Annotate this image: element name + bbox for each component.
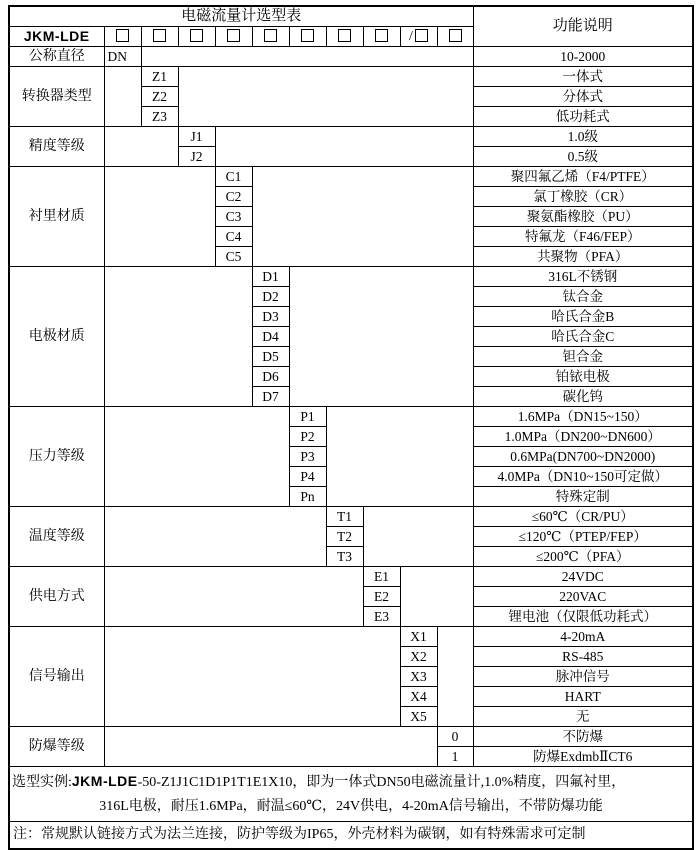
spacer-cell [104,727,437,767]
function-desc-cell: 碳化钨 [473,387,693,407]
spacer-cell [215,127,473,167]
function-desc-cell: 锂电池（仅限低功耗式） [473,607,693,627]
code-cell: D4 [252,327,289,347]
code-cell: C4 [215,227,252,247]
model-code-box [437,27,473,47]
code-cell: T1 [326,507,363,527]
table-row [9,127,693,147]
code-cell: E2 [363,587,400,607]
spacer-cell [252,167,473,267]
code-cell: E3 [363,607,400,627]
example-prefix: 选型实例: [12,775,72,791]
function-desc-cell: 无 [473,707,693,727]
spacer-cell [104,567,363,627]
function-desc-cell: 4-20mA [473,627,693,647]
note-row [9,822,693,850]
model-code-box [141,27,178,47]
checkbox-icon [301,29,314,42]
function-desc-cell: 防爆ExdmbⅡCT6 [473,747,693,767]
function-desc-cell: 哈氏合金C [473,327,693,347]
code-cell: C1 [215,167,252,187]
code-cell: C5 [215,247,252,267]
function-desc-cell: 氯丁橡胶（CR） [473,187,693,207]
function-desc-cell: 钛合金 [473,287,693,307]
model-code-box [400,27,437,47]
checkbox-icon [449,29,462,42]
checkbox-icon [116,29,129,42]
function-desc-cell: 不防爆 [473,727,693,747]
code-cell: DN [104,47,141,67]
table-row [9,67,693,87]
table-row [9,727,693,747]
function-desc-cell: 0.6MPa(DN700~DN2000) [473,447,693,467]
code-cell: Z1 [141,67,178,87]
code-cell: P3 [289,447,326,467]
selection-table [8,5,694,850]
function-desc-cell: 特氟龙（F46/FEP） [473,227,693,247]
code-cell: P2 [289,427,326,447]
spacer-cell [104,627,400,727]
function-desc-cell: 聚四氟乙烯（F4/PTFE） [473,167,693,187]
code-cell: T3 [326,547,363,567]
code-cell: J1 [178,127,215,147]
table-row [9,627,693,647]
function-desc-cell: 铂铱电极 [473,367,693,387]
code-cell: E1 [363,567,400,587]
slash-separator: / [409,29,413,45]
model-code-box [326,27,363,47]
model-code-box [104,27,141,47]
checkbox-icon [227,29,240,42]
function-desc-cell: ≤120℃（PTEP/FEP） [473,527,693,547]
spacer-cell [178,67,473,127]
function-desc-cell: 1.0级 [473,127,693,147]
function-desc-cell: 一体式 [473,67,693,87]
model-code-box [289,27,326,47]
function-desc-cell: 钽合金 [473,347,693,367]
checkbox-icon [338,29,351,42]
function-desc-cell: 特殊定制 [473,487,693,507]
code-cell: D3 [252,307,289,327]
code-cell: D2 [252,287,289,307]
spacer-cell [363,507,473,567]
spacer-cell [400,567,473,627]
function-desc-cell: 低功耗式 [473,107,693,127]
category-label: 温度等级 [9,507,104,567]
category-label: 转换器类型 [9,67,104,127]
code-cell: Z2 [141,87,178,107]
code-cell: X3 [400,667,437,687]
code-cell: C2 [215,187,252,207]
function-desc-cell: 10-2000 [473,47,693,67]
model-code-box [178,27,215,47]
page-title: 电磁流量计选型表 [9,6,473,27]
function-desc-cell: 哈氏合金B [473,307,693,327]
function-desc-cell: 聚氨酯橡胶（PU） [473,207,693,227]
code-cell: X1 [400,627,437,647]
function-desc-cell: 4.0MPa（DN10~150可定做） [473,467,693,487]
table-row [9,47,693,67]
example-line2: 316L电极，耐压1.6MPa，耐温≤60℃，24V供电，4-20mA信号输出，不带防爆功能 [99,799,603,815]
code-cell: Z3 [141,107,178,127]
function-column-header: 功能说明 [473,6,693,47]
code-cell: D6 [252,367,289,387]
function-desc-cell: 1.0MPa（DN200~DN600） [473,427,693,447]
spacer-cell [104,407,289,507]
checkbox-icon [375,29,388,42]
example-model: JKM-LDE [71,773,138,790]
code-cell: X4 [400,687,437,707]
code-cell: D1 [252,267,289,287]
function-desc-cell: ≤60℃（CR/PU） [473,507,693,527]
checkbox-icon [415,29,428,42]
example-cell [9,767,693,822]
code-cell: D5 [252,347,289,367]
code-cell: T2 [326,527,363,547]
example-line1 [12,769,690,795]
example-text: -50-Z1J1C1D1P1T1E1X10，即为一体式DN50电磁流量计,1.0%精度，四氟衬里， [137,775,626,791]
code-cell: J2 [178,147,215,167]
checkbox-icon [153,29,166,42]
function-desc-cell: ≤200℃（PFA） [473,547,693,567]
code-cell: P4 [289,467,326,487]
spacer-cell [104,507,326,567]
code-cell: X2 [400,647,437,667]
category-label: 信号输出 [9,627,104,727]
category-label: 压力等级 [9,407,104,507]
function-desc-cell: 0.5级 [473,147,693,167]
spacer-cell [141,47,473,67]
model-code-box [215,27,252,47]
example-row [9,767,693,822]
function-desc-cell: 24VDC [473,567,693,587]
table-row [9,167,693,187]
model-code-box [363,27,400,47]
category-label: 电极材质 [9,267,104,407]
category-label: 公称直径 [9,47,104,67]
function-desc-cell: 共聚物（PFA） [473,247,693,267]
title-row [9,6,693,27]
code-cell: 0 [437,727,473,747]
table-row [9,567,693,587]
code-cell: D7 [252,387,289,407]
model-code-box [252,27,289,47]
note-cell: 注：常规默认链接方式为法兰连接，防护等级为IP65，外壳材料为碳钢，如有特殊需求可定制 [9,822,693,850]
code-cell: Pn [289,487,326,507]
spacer-cell [104,67,141,127]
category-label: 防爆等级 [9,727,104,767]
function-desc-cell: 1.6MPa（DN15~150） [473,407,693,427]
code-cell: C3 [215,207,252,227]
code-cell: 1 [437,747,473,767]
function-desc-cell: 316L不锈钢 [473,267,693,287]
function-desc-cell: 分体式 [473,87,693,107]
spacer-cell [326,407,473,507]
function-desc-cell: 220VAC [473,587,693,607]
category-label: 精度等级 [9,127,104,167]
spacer-cell [289,267,473,407]
function-desc-cell: 脉冲信号 [473,667,693,687]
category-label: 衬里材质 [9,167,104,267]
model-prefix-label: JKM-LDE [9,27,104,47]
table-row [9,507,693,527]
spacer-cell [104,127,178,167]
function-desc-cell: RS-485 [473,647,693,667]
spacer-cell [104,267,252,407]
checkbox-icon [264,29,277,42]
category-label: 供电方式 [9,567,104,627]
function-desc-cell: HART [473,687,693,707]
code-cell: P1 [289,407,326,427]
spacer-cell [104,167,215,267]
spacer-cell [437,627,473,727]
table-row [9,407,693,427]
table-row [9,267,693,287]
code-cell: X5 [400,707,437,727]
checkbox-icon [190,29,203,42]
